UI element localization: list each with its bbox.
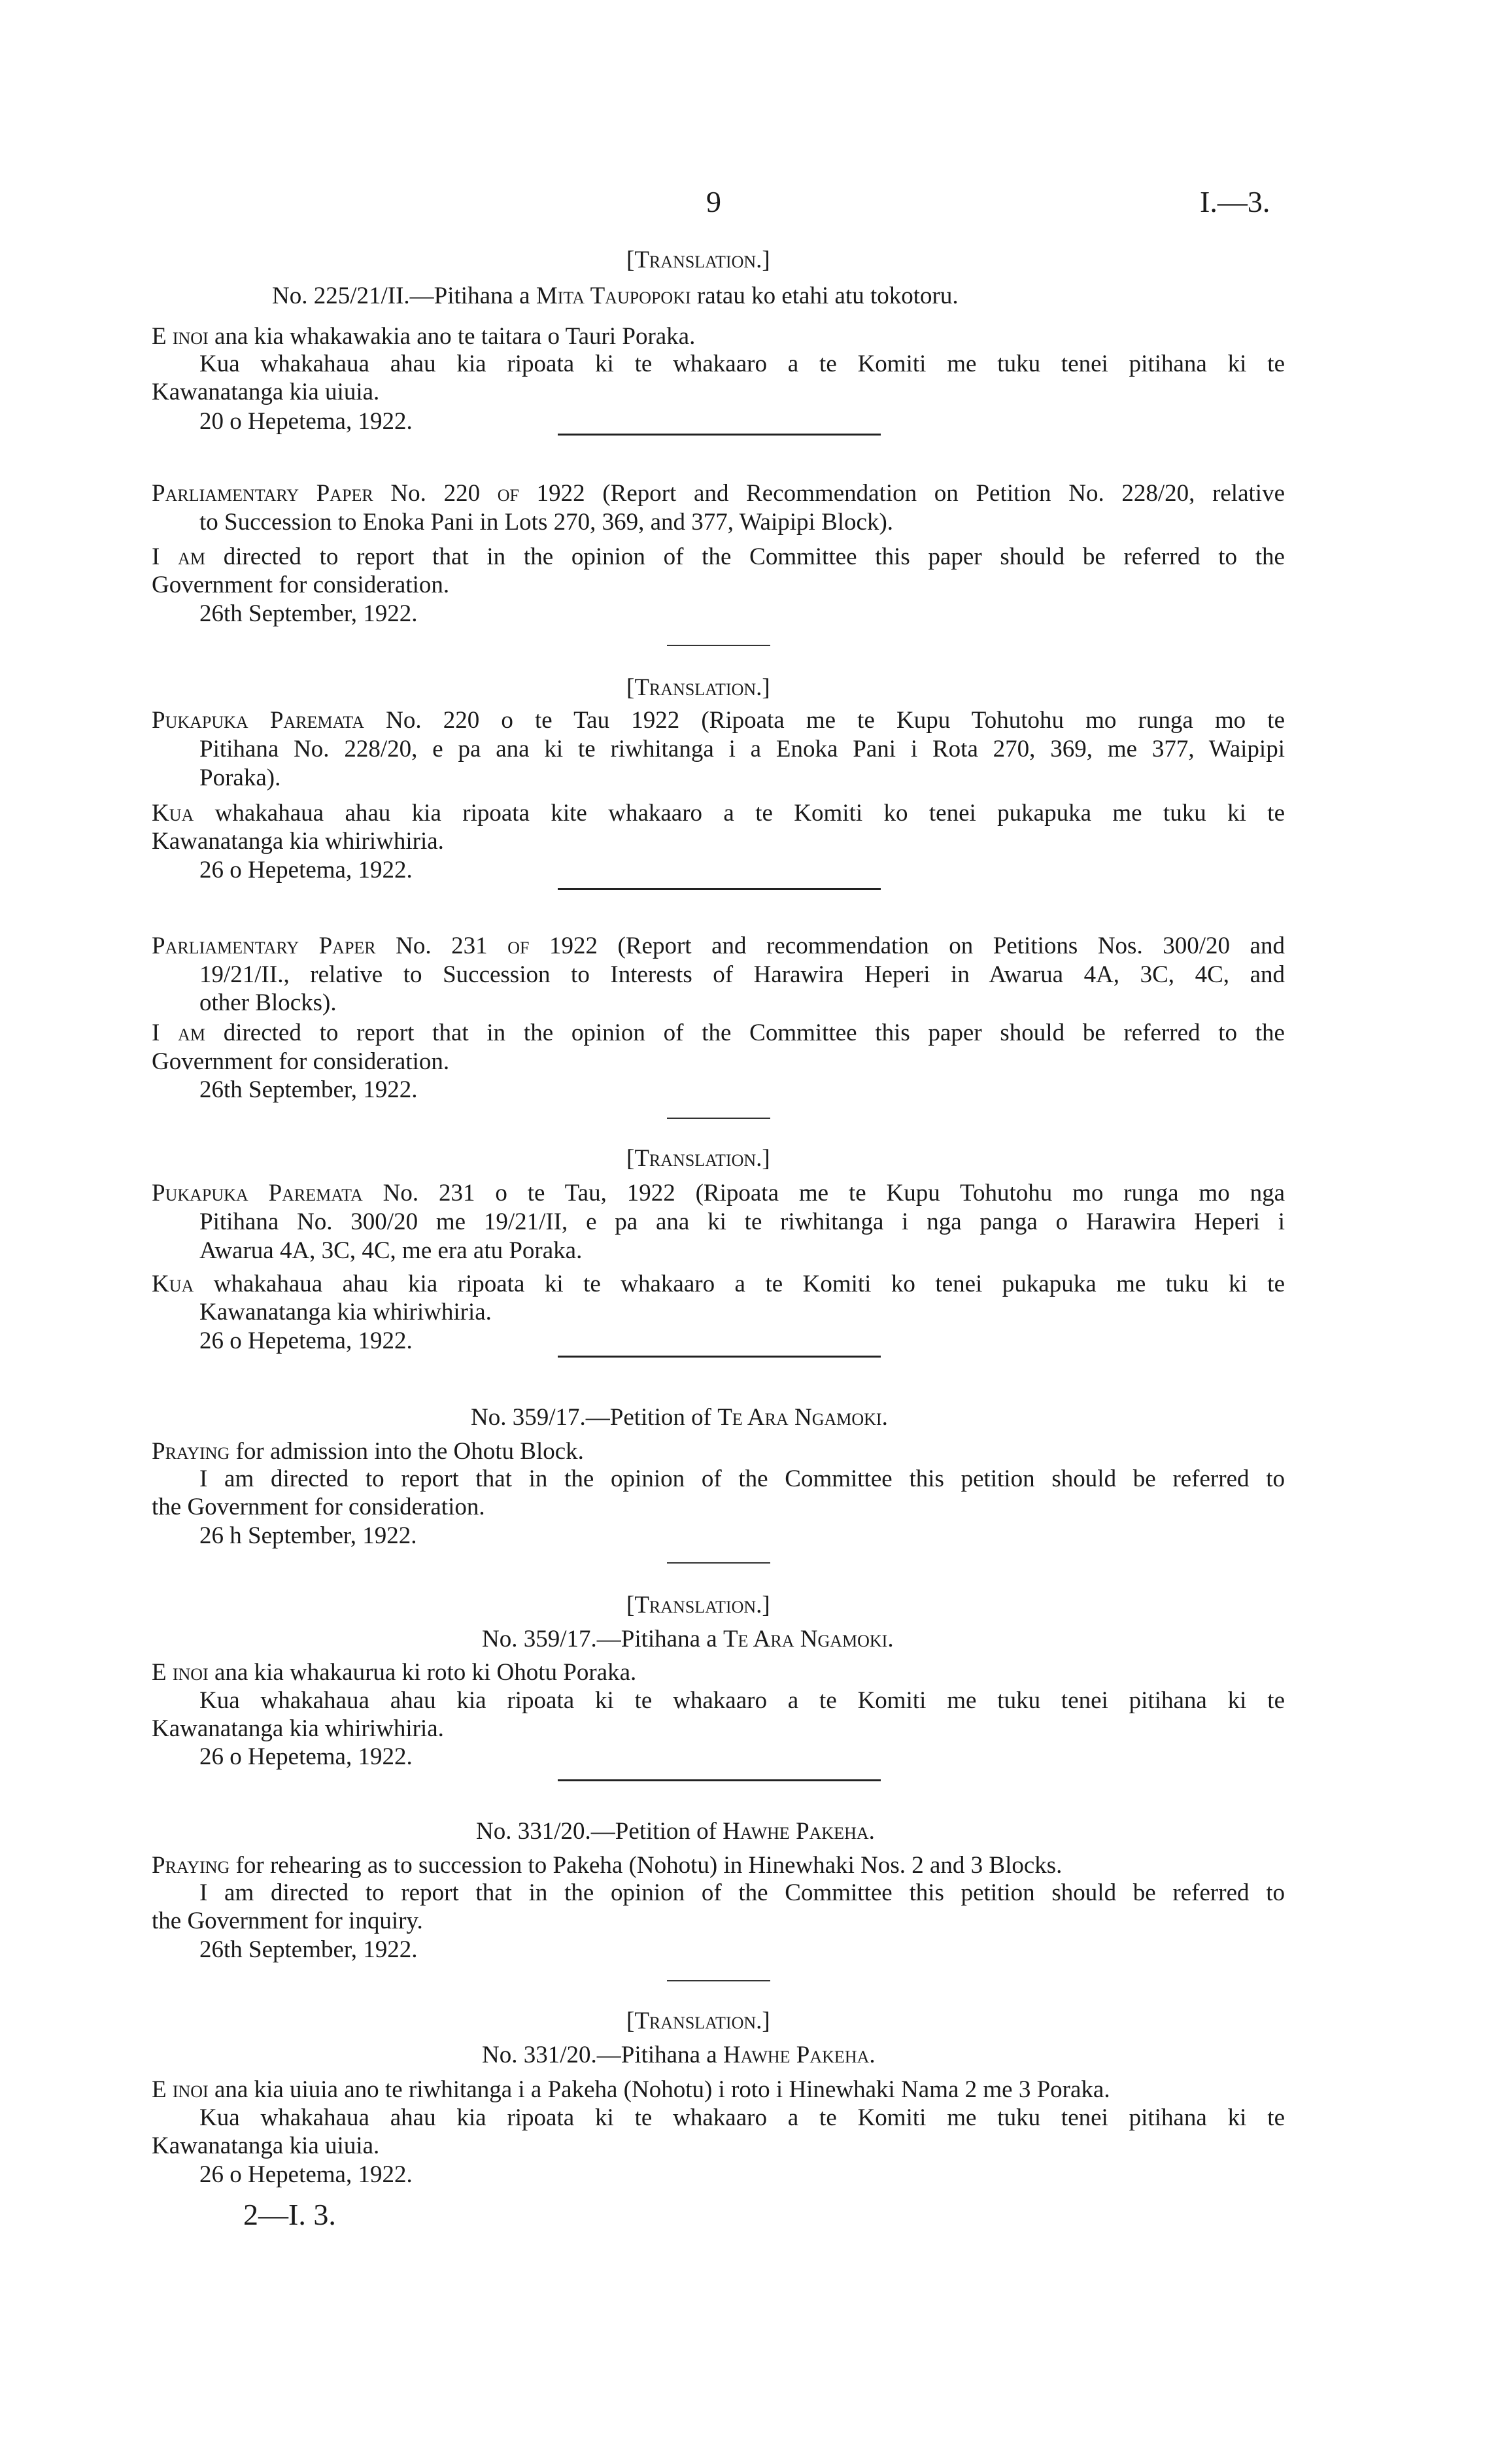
document-reference: I.—3. [1200,185,1270,218]
paper-heading-continued: Pitihana No. 300/20 me 19/21/II, e pa ana ki te riwhitanga i nga panga o Harawira Heperi i [199,1208,1285,1235]
body-line: I am directed to report that in the opinion of the Committee this petition should be referred to [199,1465,1285,1492]
body-line: Kua whakahaua ahau kia ripoata ki te whakaaro a te Komiti me tuku tenei pitihana ki te [199,1687,1285,1714]
line-text: whakahaua ahau kia ripoata kite whakaaro a te Komiti ko tenei pukapuka me tuku ki te [194,800,1285,827]
body-line: the Government for consideration. [152,1494,485,1520]
heading-label: Pukapuka Paremata [152,1180,363,1206]
paper-heading-continued: Poraka). [199,764,281,791]
short-divider [667,1118,770,1119]
title-text: No. 225/21/II.—Pitihana a [272,282,536,309]
petition-title [476,1817,875,1846]
body-line: Kawanatanga kia uiuia. [152,2132,380,2159]
body-line: the Government for inquiry. [152,1908,423,1934]
lead-word: E inoi [152,323,209,350]
heading-of: of [507,933,530,959]
short-divider [667,645,770,646]
petitioner-name: Te Ara Ngamoki. [717,1404,888,1431]
lead-word: Praying [152,1438,230,1465]
petitioner-name: Mita Taupopoki [536,282,691,309]
petition-title [482,1625,894,1654]
paper-heading [152,1179,1285,1208]
section-divider [558,1779,881,1781]
translation-heading: [Translation.] [626,674,770,701]
lead-word: I am [152,1019,205,1046]
lead-word: Praying [152,1852,230,1879]
date-line: 20 o Hepetema, 1922. [199,408,413,435]
date-line: 26 h September, 1922. [199,1522,417,1549]
body-line [152,799,1285,828]
line-text: for admission into the Ohotu Block. [230,1438,584,1465]
translation-heading: [Translation.] [626,1592,770,1618]
lead-word: Kua [152,800,194,827]
date-line: 26 o Hepetema, 1922. [199,2161,413,2188]
title-text: No. 359/17.—Pitihana a [482,1626,723,1652]
heading-text: No. 220 [373,480,498,507]
short-divider [667,1562,770,1564]
heading-text: No. 231 [375,933,508,959]
paper-heading-continued: to Succession to Enoka Pani in Lots 270, 369, and 377, Waipipi Block). [199,509,894,536]
date-line: 26 o Hepetema, 1922. [199,1743,413,1770]
paper-heading-continued: 19/21/II., relative to Succession to Interests of Harawira Heperi in Awarua 4A, 3C, 4C, and [199,961,1285,988]
petitioner-name: Hawhe Pakeha. [723,2042,876,2068]
heading-label: Parliamentary Paper [152,480,373,507]
paper-heading [152,706,1285,735]
section-divider [558,434,881,436]
translation-heading: [Translation.] [626,247,770,273]
title-text: No. 359/17.—Petition of [471,1404,718,1431]
petition-title [272,282,959,311]
date-line: 26th September, 1922. [199,1936,418,1963]
page-number: 9 [706,185,721,218]
body-line [152,2076,1110,2104]
body-line: Kawanatanga kia whiriwhiria. [199,1299,492,1326]
body-line: Kawanatanga kia whiriwhiria. [152,1715,444,1742]
heading-text: 1922 (Report and recommendation on Petitions Nos. 300/20 and [529,933,1285,959]
signature-mark: 2—I. 3. [243,2198,336,2231]
petitioner-name: Te Ara Ngamoki. [723,1626,894,1652]
body-line: Government for consideration. [152,572,450,598]
heading-label: Pukapuka Paremata [152,707,364,734]
petitioner-name: Hawhe Pakeha. [723,1818,875,1845]
date-line: 26th September, 1922. [199,1076,418,1103]
date-line: 26 o Hepetema, 1922. [199,1327,413,1354]
lead-word: E inoi [152,1659,209,1686]
translation-heading: [Translation.] [626,1145,770,1172]
body-line: Kua whakahaua ahau kia ripoata ki te whakaaro a te Komiti me tuku tenei pitihana ki te [199,351,1285,377]
body-line [152,1658,636,1687]
heading-label: Parliamentary Paper [152,933,376,959]
paper-heading [152,932,1285,961]
line-text: directed to report that in the opinion of the Committee this paper should be referred to the [205,543,1285,570]
heading-text: 1922 (Report and Recommendation on Petition No. 228/20, relative [519,480,1285,507]
paper-heading-continued: Awarua 4A, 3C, 4C, me era atu Poraka. [199,1237,583,1264]
body-line: Kawanatanga kia whiriwhiria. [152,828,444,855]
paper-heading-continued: other Blocks). [199,989,337,1016]
petition-title [471,1403,888,1432]
heading-text: No. 220 o te Tau 1922 (Ripoata me te Kupu Tohutohu mo runga mo te [364,707,1285,734]
section-divider [558,888,881,890]
body-line: Government for consideration. [152,1048,450,1075]
body-line: Kawanatanga kia uiuia. [152,379,380,405]
lead-word: E inoi [152,2076,209,2103]
date-line: 26 o Hepetema, 1922. [199,857,413,883]
line-text: ana kia whakaurua ki roto ki Ohotu Poraka. [208,1659,637,1686]
body-line [152,543,1285,572]
line-text: directed to report that in the opinion of the Committee this paper should be referred to the [205,1019,1285,1046]
line-text: for rehearing as to succession to Pakeha (Nohotu) in Hinewhaki Nos. 2 and 3 Blocks. [230,1852,1063,1879]
paper-heading [152,479,1285,508]
date-line: 26th September, 1922. [199,600,418,627]
heading-of: of [497,480,519,507]
body-line [152,1270,1285,1299]
section-divider [558,1356,881,1358]
heading-text: No. 231 o te Tau, 1922 (Ripoata me te Kupu Tohutohu mo runga mo nga [362,1180,1285,1206]
petition-title [482,2041,876,2070]
body-line [152,1851,1062,1880]
line-text: whakahaua ahau kia ripoata ki te whakaaro a te Komiti ko tenei pukapuka me tuku ki te [194,1271,1285,1297]
body-line [152,322,695,351]
lead-word: Kua [152,1271,194,1297]
title-text: No. 331/20.—Petition of [476,1818,723,1845]
body-line: I am directed to report that in the opinion of the Committee this petition should be referred to [199,1879,1285,1906]
translation-heading: [Translation.] [626,2008,770,2034]
line-text: ana kia uiuia ano te riwhitanga i a Pakeha (Nohotu) i roto i Hinewhaki Nama 2 me 3 Poraka. [208,2076,1110,2103]
paper-heading-continued: Pitihana No. 228/20, e pa ana ki te riwhitanga i a Enoka Pani i Rota 270, 369, me 377, Waipipi [199,736,1285,762]
title-text: No. 331/20.—Pitihana a [482,2042,723,2068]
title-tail: ratau ko etahi atu tokotoru. [690,282,959,309]
line-text: ana kia whakawakia ano te taitara o Tauri Poraka. [208,323,696,350]
body-line [152,1437,584,1466]
short-divider [667,1980,770,1981]
body-line: Kua whakahaua ahau kia ripoata ki te whakaaro a te Komiti me tuku tenei pitihana ki te [199,2104,1285,2131]
lead-word: I am [152,543,205,570]
body-line [152,1019,1285,1048]
